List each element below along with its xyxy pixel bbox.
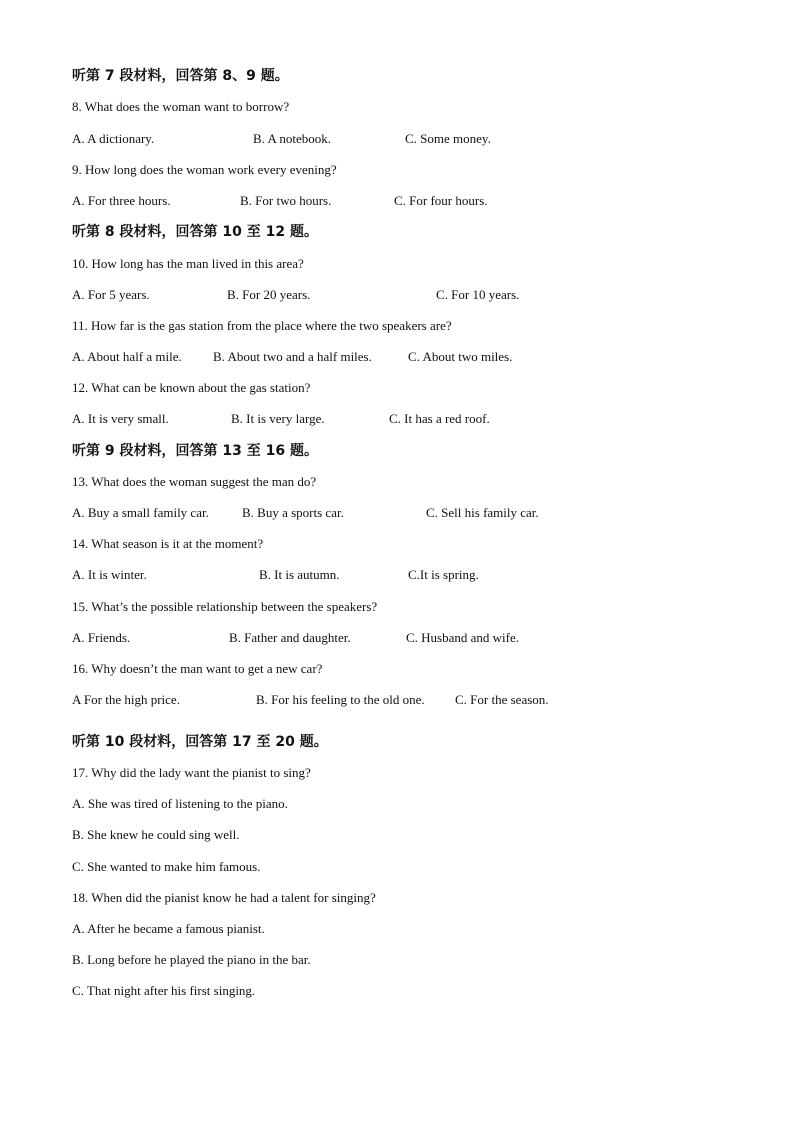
option-c: C. It has a red roof. [389, 411, 490, 426]
option-a: A. It is very small. [72, 411, 169, 426]
option-c: C. Husband and wife. [406, 630, 520, 645]
option-b: B. About two and a half miles. [213, 349, 372, 364]
option-a: A For the high price. [72, 692, 180, 707]
question-16: 16. Why doesn’t the man want to get a new car? [72, 661, 323, 676]
option-a: A. Friends. [72, 630, 131, 645]
question-18: 18. When did the pianist know he had a talent for singing? [72, 890, 376, 905]
option-b: B. She knew he could sing well. [72, 827, 240, 842]
question-11: 11. How far is the gas station from the place where the two speakers are? [72, 318, 452, 333]
section-heading: 听第 9 段材料，回答第 13 至 16 题。 [72, 443, 318, 459]
option-c: C. She wanted to make him famous. [72, 859, 261, 874]
question-13: 13. What does the woman suggest the man do? [72, 474, 317, 489]
option-c: C. That night after his first singing. [72, 983, 256, 998]
option-b: B. It is autumn. [259, 567, 340, 582]
section-heading: 听第 8 段材料，回答第 10 至 12 题。 [72, 224, 318, 240]
option-a: A. About half a mile. [72, 349, 182, 364]
option-c: C.It is spring. [408, 567, 479, 582]
option-b: B. A notebook. [253, 131, 332, 146]
option-c: C. For the season. [455, 692, 549, 707]
option-c: C. Some money. [405, 131, 491, 146]
option-a: A. It is winter. [72, 567, 147, 582]
option-c: C. Sell his family car. [426, 505, 539, 520]
option-b: B. Long before he played the piano in the bar. [72, 952, 311, 967]
option-b: B. Buy a sports car. [242, 505, 344, 520]
question-15: 15. What’s the possible relationship between the speakers? [72, 599, 378, 614]
option-a: A. A dictionary. [72, 131, 155, 146]
option-b: B. For two hours. [240, 193, 332, 208]
question-9: 9. How long does the woman work every evening? [72, 162, 337, 177]
option-b: B. For his feeling to the old one. [256, 692, 425, 707]
option-c: C. About two miles. [408, 349, 513, 364]
question-17: 17. Why did the lady want the pianist to sing? [72, 765, 311, 780]
question-14: 14. What season is it at the moment? [72, 536, 264, 551]
option-a: A. For 5 years. [72, 287, 150, 302]
section-heading: 听第 10 段材料，回答第 17 至 20 题。 [72, 734, 328, 750]
question-12: 12. What can be known about the gas station? [72, 380, 311, 395]
option-a: A. Buy a small family car. [72, 505, 209, 520]
question-10: 10. How long has the man lived in this area? [72, 256, 304, 271]
option-c: C. For four hours. [394, 193, 488, 208]
section-heading: 听第 7 段材料，回答第 8、9 题。 [72, 68, 289, 84]
option-b: B. It is very large. [231, 411, 325, 426]
option-a: A. She was tired of listening to the piano. [72, 796, 288, 811]
option-b: B. For 20 years. [227, 287, 311, 302]
question-8: 8. What does the woman want to borrow? [72, 99, 290, 114]
option-a: A. For three hours. [72, 193, 171, 208]
option-c: C. For 10 years. [436, 287, 520, 302]
option-b: B. Father and daughter. [229, 630, 351, 645]
option-a: A. After he became a famous pianist. [72, 921, 265, 936]
